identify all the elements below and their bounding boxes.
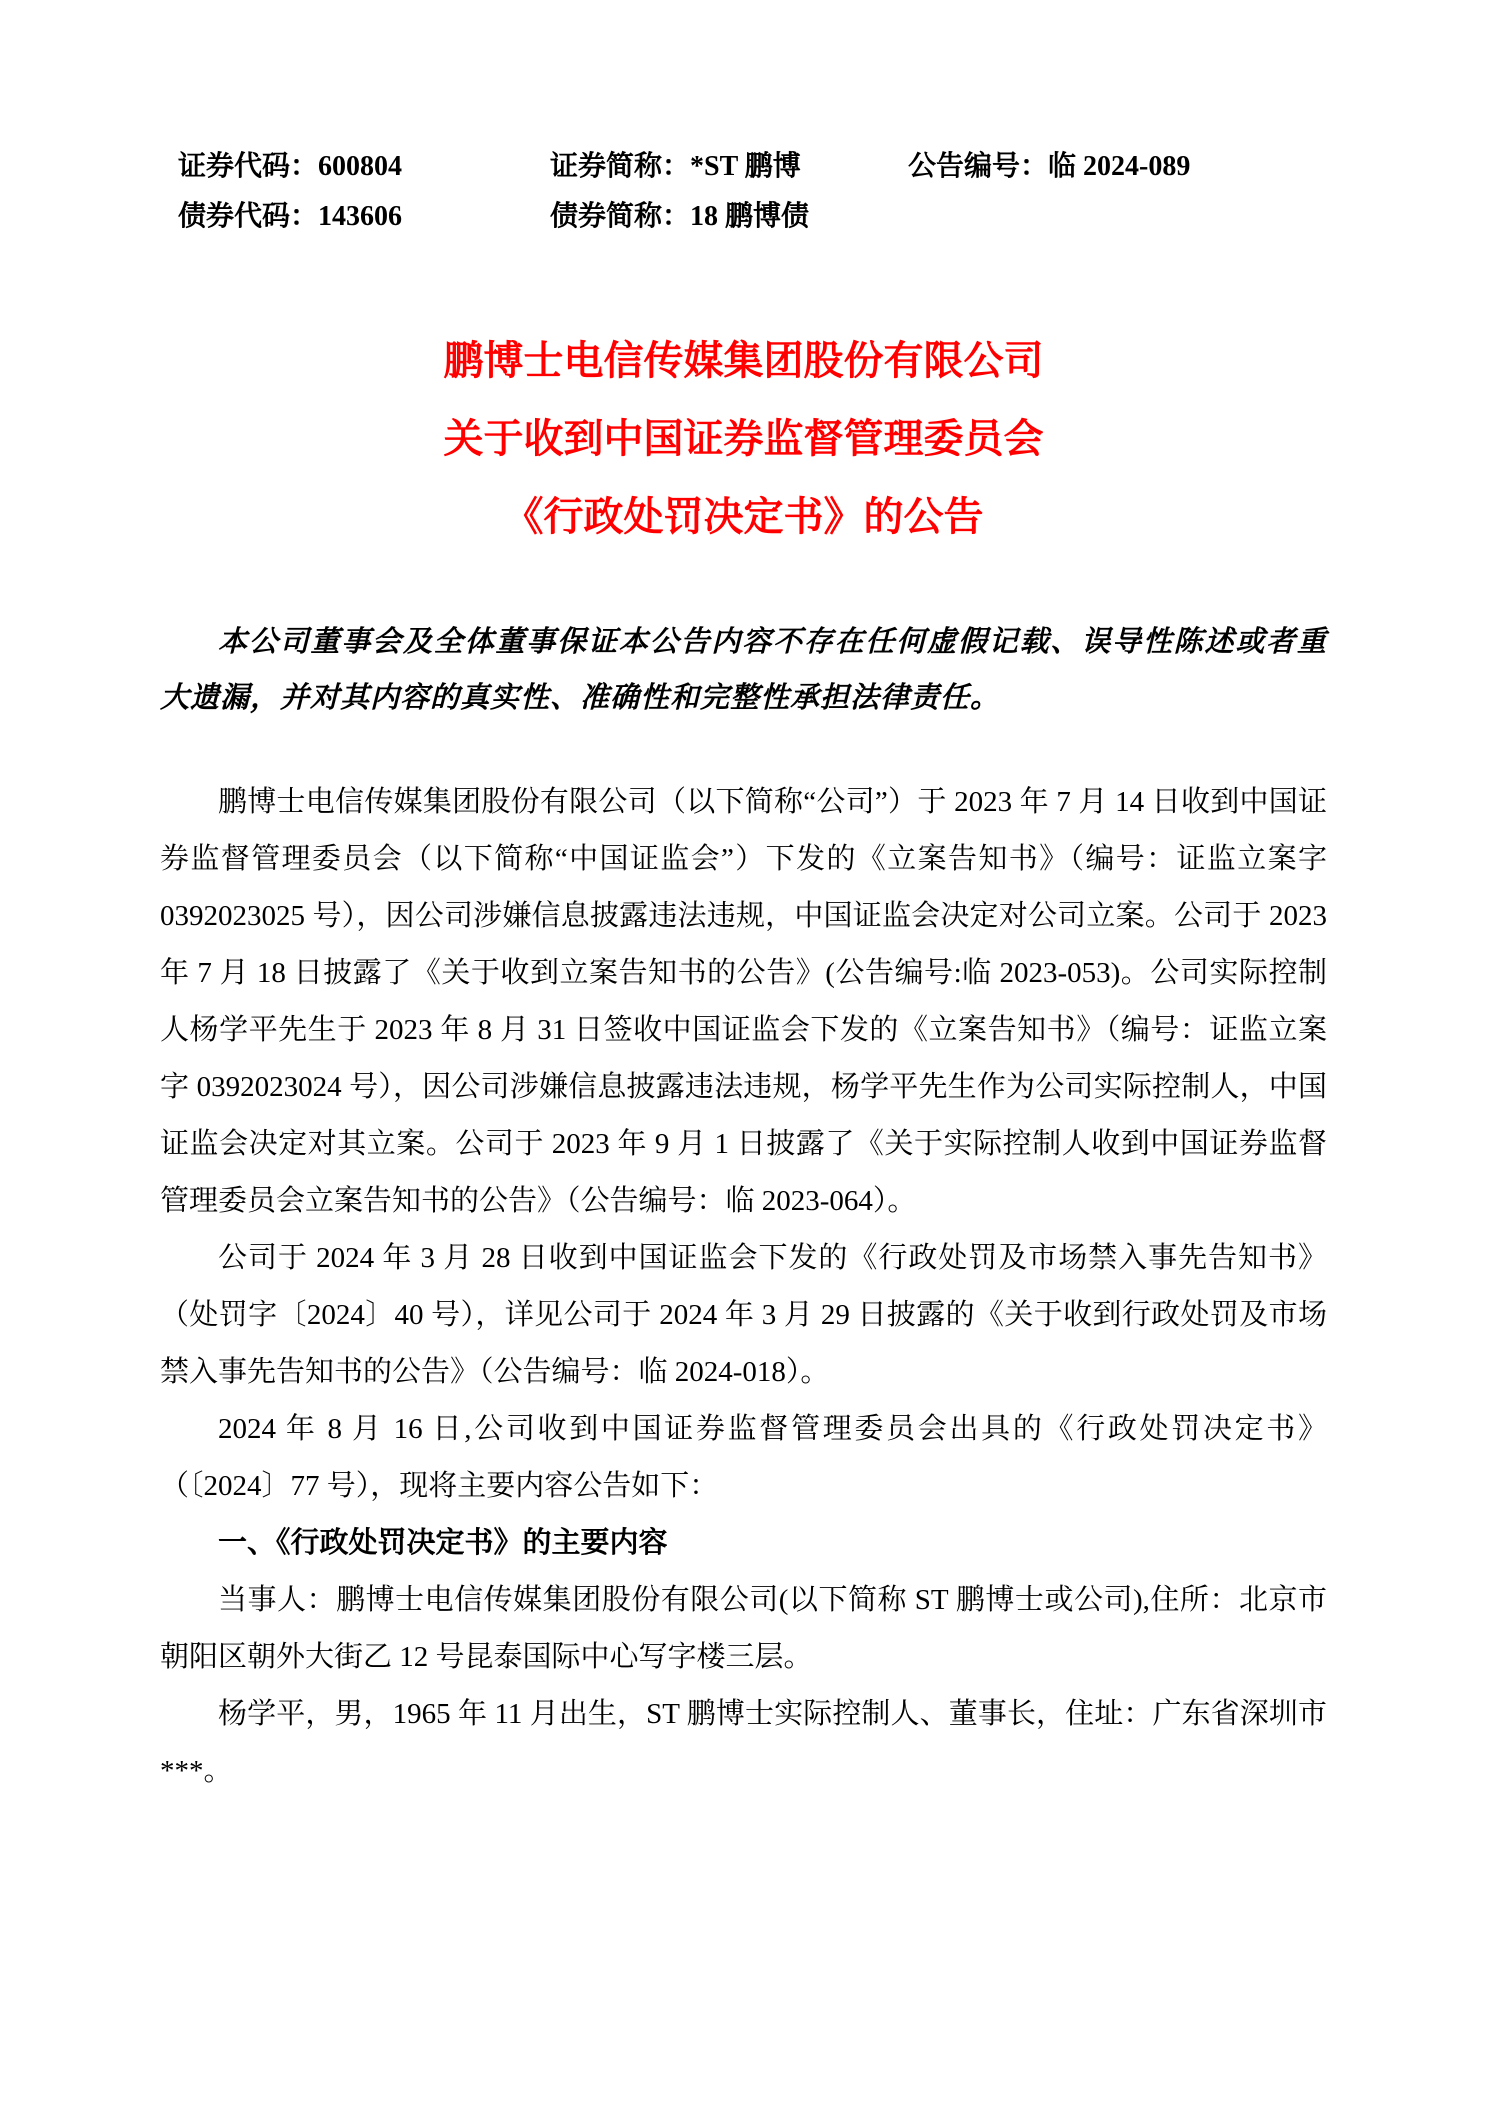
board-disclaimer: 本公司董事会及全体董事保证本公告内容不存在任何虚假记载、误导性陈述或者重大遗漏，并对其内容的真实性、准确性和完整性承担法律责任。: [160, 626, 1327, 714]
bond-code: 债券代码：143606: [178, 201, 403, 232]
paragraph-party-person: 杨学平，男，1965 年 11 月出生，ST 鹏博士实际控制人、董事长，住址：广东省深圳市***。: [160, 1698, 1327, 1787]
header-row-bond: [160, 192, 1327, 242]
paragraph-decision-received: 2024 年 8 月 16 日,公司收到中国证券监督管理委员会出具的《行政处罚决定书》（〔2024〕77 号），现将主要内容公告如下：: [160, 1413, 1327, 1502]
stock-code: 证券代码：600804: [178, 151, 403, 182]
title-company-name: 鹏博士电信传媒集团股份有限公司: [443, 338, 1044, 383]
header-row-stock: [160, 142, 1327, 192]
document-header: [160, 142, 1327, 242]
announcement-body: [160, 774, 1327, 1800]
title-document-type: 《行政处罚决定书》的公告: [503, 494, 984, 539]
section-heading-main-content: 一、《行政处罚决定书》的主要内容: [218, 1527, 668, 1559]
announcement-number: 公告编号：临 2024-089: [908, 151, 1191, 182]
paragraph-party-company: 当事人：鹏博士电信传媒集团股份有限公司(以下简称 ST 鹏博士或公司),住所：北京市朝阳区朝外大街乙 12 号昆泰国际中心写字楼三层。: [160, 1584, 1327, 1673]
stock-abbreviation: 证券简称：*ST 鹏博: [550, 151, 801, 182]
paragraph-case-filing-history: 鹏博士电信传媒集团股份有限公司（以下简称“公司”）于 2023 年 7 月 14 日收到中国证券监督管理委员会（以下简称“中国证监会”）下发的《立案告知书》（编号：证监立案字 0392023025 号），因公司涉嫌信息披露违法违规，中国证监会决定对公司立案。公司于 2023 年 7 月 18 日披露了《关于收到立案告知书的公告》(公告编号:临 2023-053)。公司实际控制人杨学平先生于 2023 年 8 月 31 日签收中国证监会下发的《立案告知书》（编号：证监立案字 0392023024 号），因公司涉嫌信息披露违法违规，杨学平先生作为公司实际控制人，中国证监会决定对其立案。公司于 2023 年 9 月 1 日披露了《关于实际控制人收到中国证券监督管理委员会立案告知书的公告》（公告编号：临 2023-064）。: [160, 786, 1327, 1217]
bond-abbreviation: 债券简称：18 鹏博债: [550, 201, 810, 232]
announcement-title: [160, 322, 1327, 556]
paragraph-prior-notice: 公司于 2024 年 3 月 28 日收到中国证监会下发的《行政处罚及市场禁入事先告知书》（处罚字〔2024〕40 号），详见公司于 2024 年 3 月 29 日披露的《关于收到行政处罚及市场禁入事先告知书的公告》（公告编号：临 2024-018）。: [160, 1242, 1327, 1388]
header-spacer: [908, 192, 1327, 242]
title-subject-line: 关于收到中国证券监督管理委员会: [443, 416, 1044, 461]
